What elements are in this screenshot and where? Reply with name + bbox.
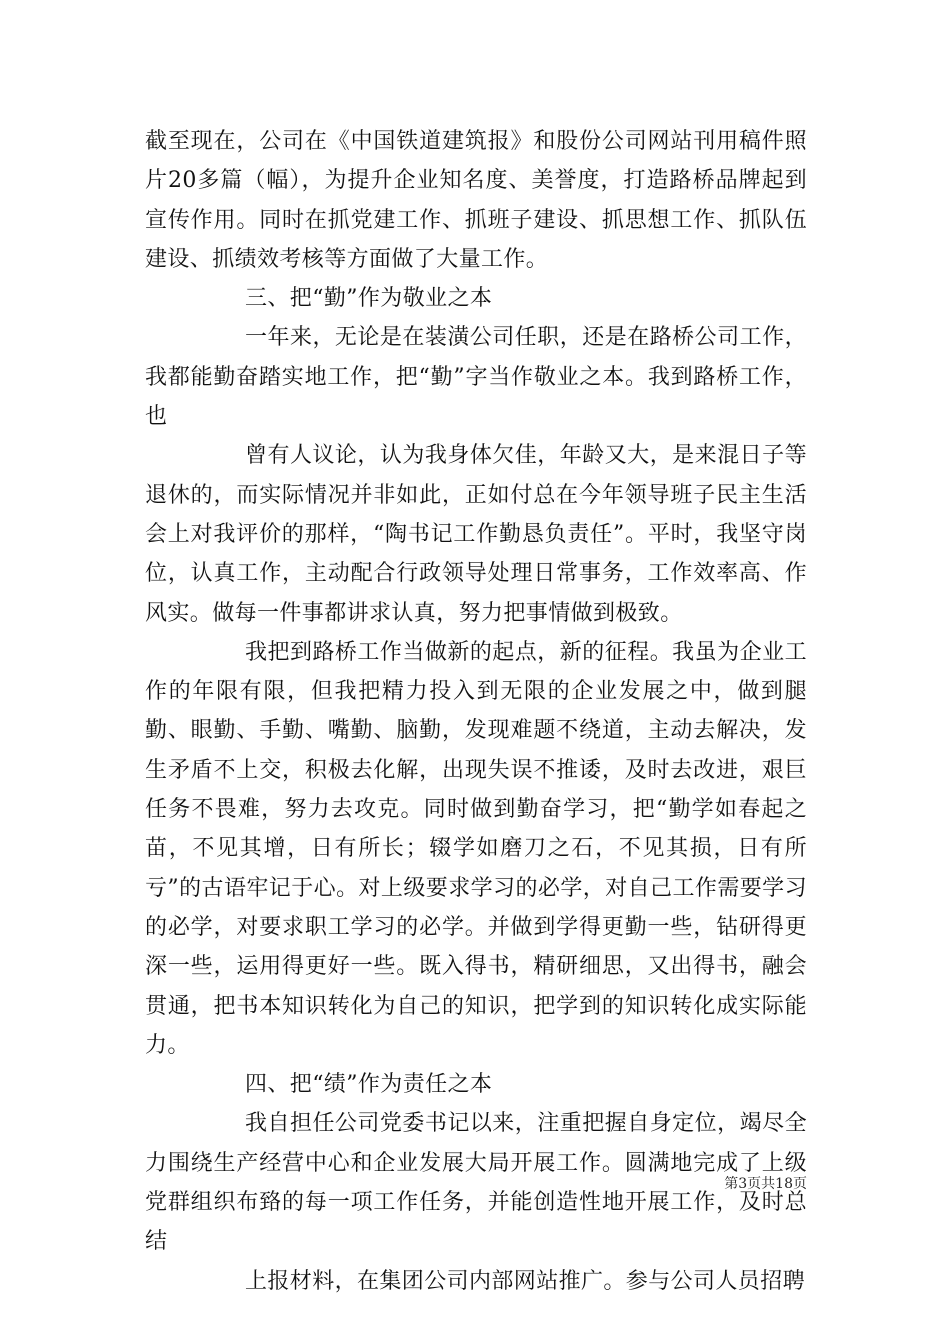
paragraph-diligence-rumor: 曾有人议论，认为我身体欠佳，年龄又大，是来混日子等退休的，而实际情况并非如此，正如付总在今年领导班子民主生活会上对我评价的那样，“陶书记工作勤恳负责任”。平时，我坚守岗位，认真工作，主动配合行政领导处理日常事务，工作效率高、作风实。做每一件事都讲求认真，努力把事情做到极致。 [145, 443, 807, 626]
paragraph-report-materials: 上报材料，在集团公司内部网站推广。参与公司人员招聘 [245, 1268, 806, 1294]
paragraph-diligence-intro: 一年来，无论是在装潢公司任职，还是在路桥公司工作，我都能勤奋踏实地工作，把“勤”字当作敬业之本。我到路桥工作，也 [145, 325, 807, 430]
section-heading-diligence: 三、把“勤”作为敬业之本 [245, 286, 493, 312]
document-body [145, 122, 807, 1301]
section-heading-performance: 四、把“绩”作为责任之本 [245, 1072, 493, 1098]
paragraph-new-journey: 我把到路桥工作当做新的起点，新的征程。我虽为企业工作的年限有限，但我把精力投入到无限的企业发展之中，做到腿勤、眼勤、手勤、嘴勤、脑勤，发现难题不绕道，主动去解决，发生矛盾不上交，积极去化解，出现失误不推诿，及时去改进，艰巨任务不畏难，努力去攻克。同时做到勤奋学习，把“勤学如春起之苗，不见其增，日有所长；辍学如磨刀之石，不见其损，日有所亏”的古语牢记于心。对上级要求学习的必学，对自己工作需要学习的必学，对要求职工学习的必学。并做到学得更勤一些，钻研得更深一些，运用得更好一些。既入得书，精研细思，又出得书，融会贯通，把书本知识转化为自己的知识，把学到的知识转化成实际能力。 [145, 639, 807, 1058]
paragraph-publicity-summary: 截至现在，公司在《中国铁道建筑报》和股份公司网站刊用稿件照片20多篇（幅），为提升企业知名度、美誉度，打造路桥品牌起到宣传作用。同时在抓党建工作、抓班子建设、抓思想工作、抓队伍建设、抓绩效考核等方面做了大量工作。 [145, 129, 807, 272]
paragraph-party-secretary: 我自担任公司党委书记以来，注重把握自身定位，竭尽全力围绕生产经营中心和企业发展大局开展工作。圆满地完成了上级党群组织布臵的每一项工作任务，并能创造性地开展工作，及时总结 [145, 1111, 807, 1255]
page-number-footer: 第3页共18页 [724, 1176, 807, 1192]
